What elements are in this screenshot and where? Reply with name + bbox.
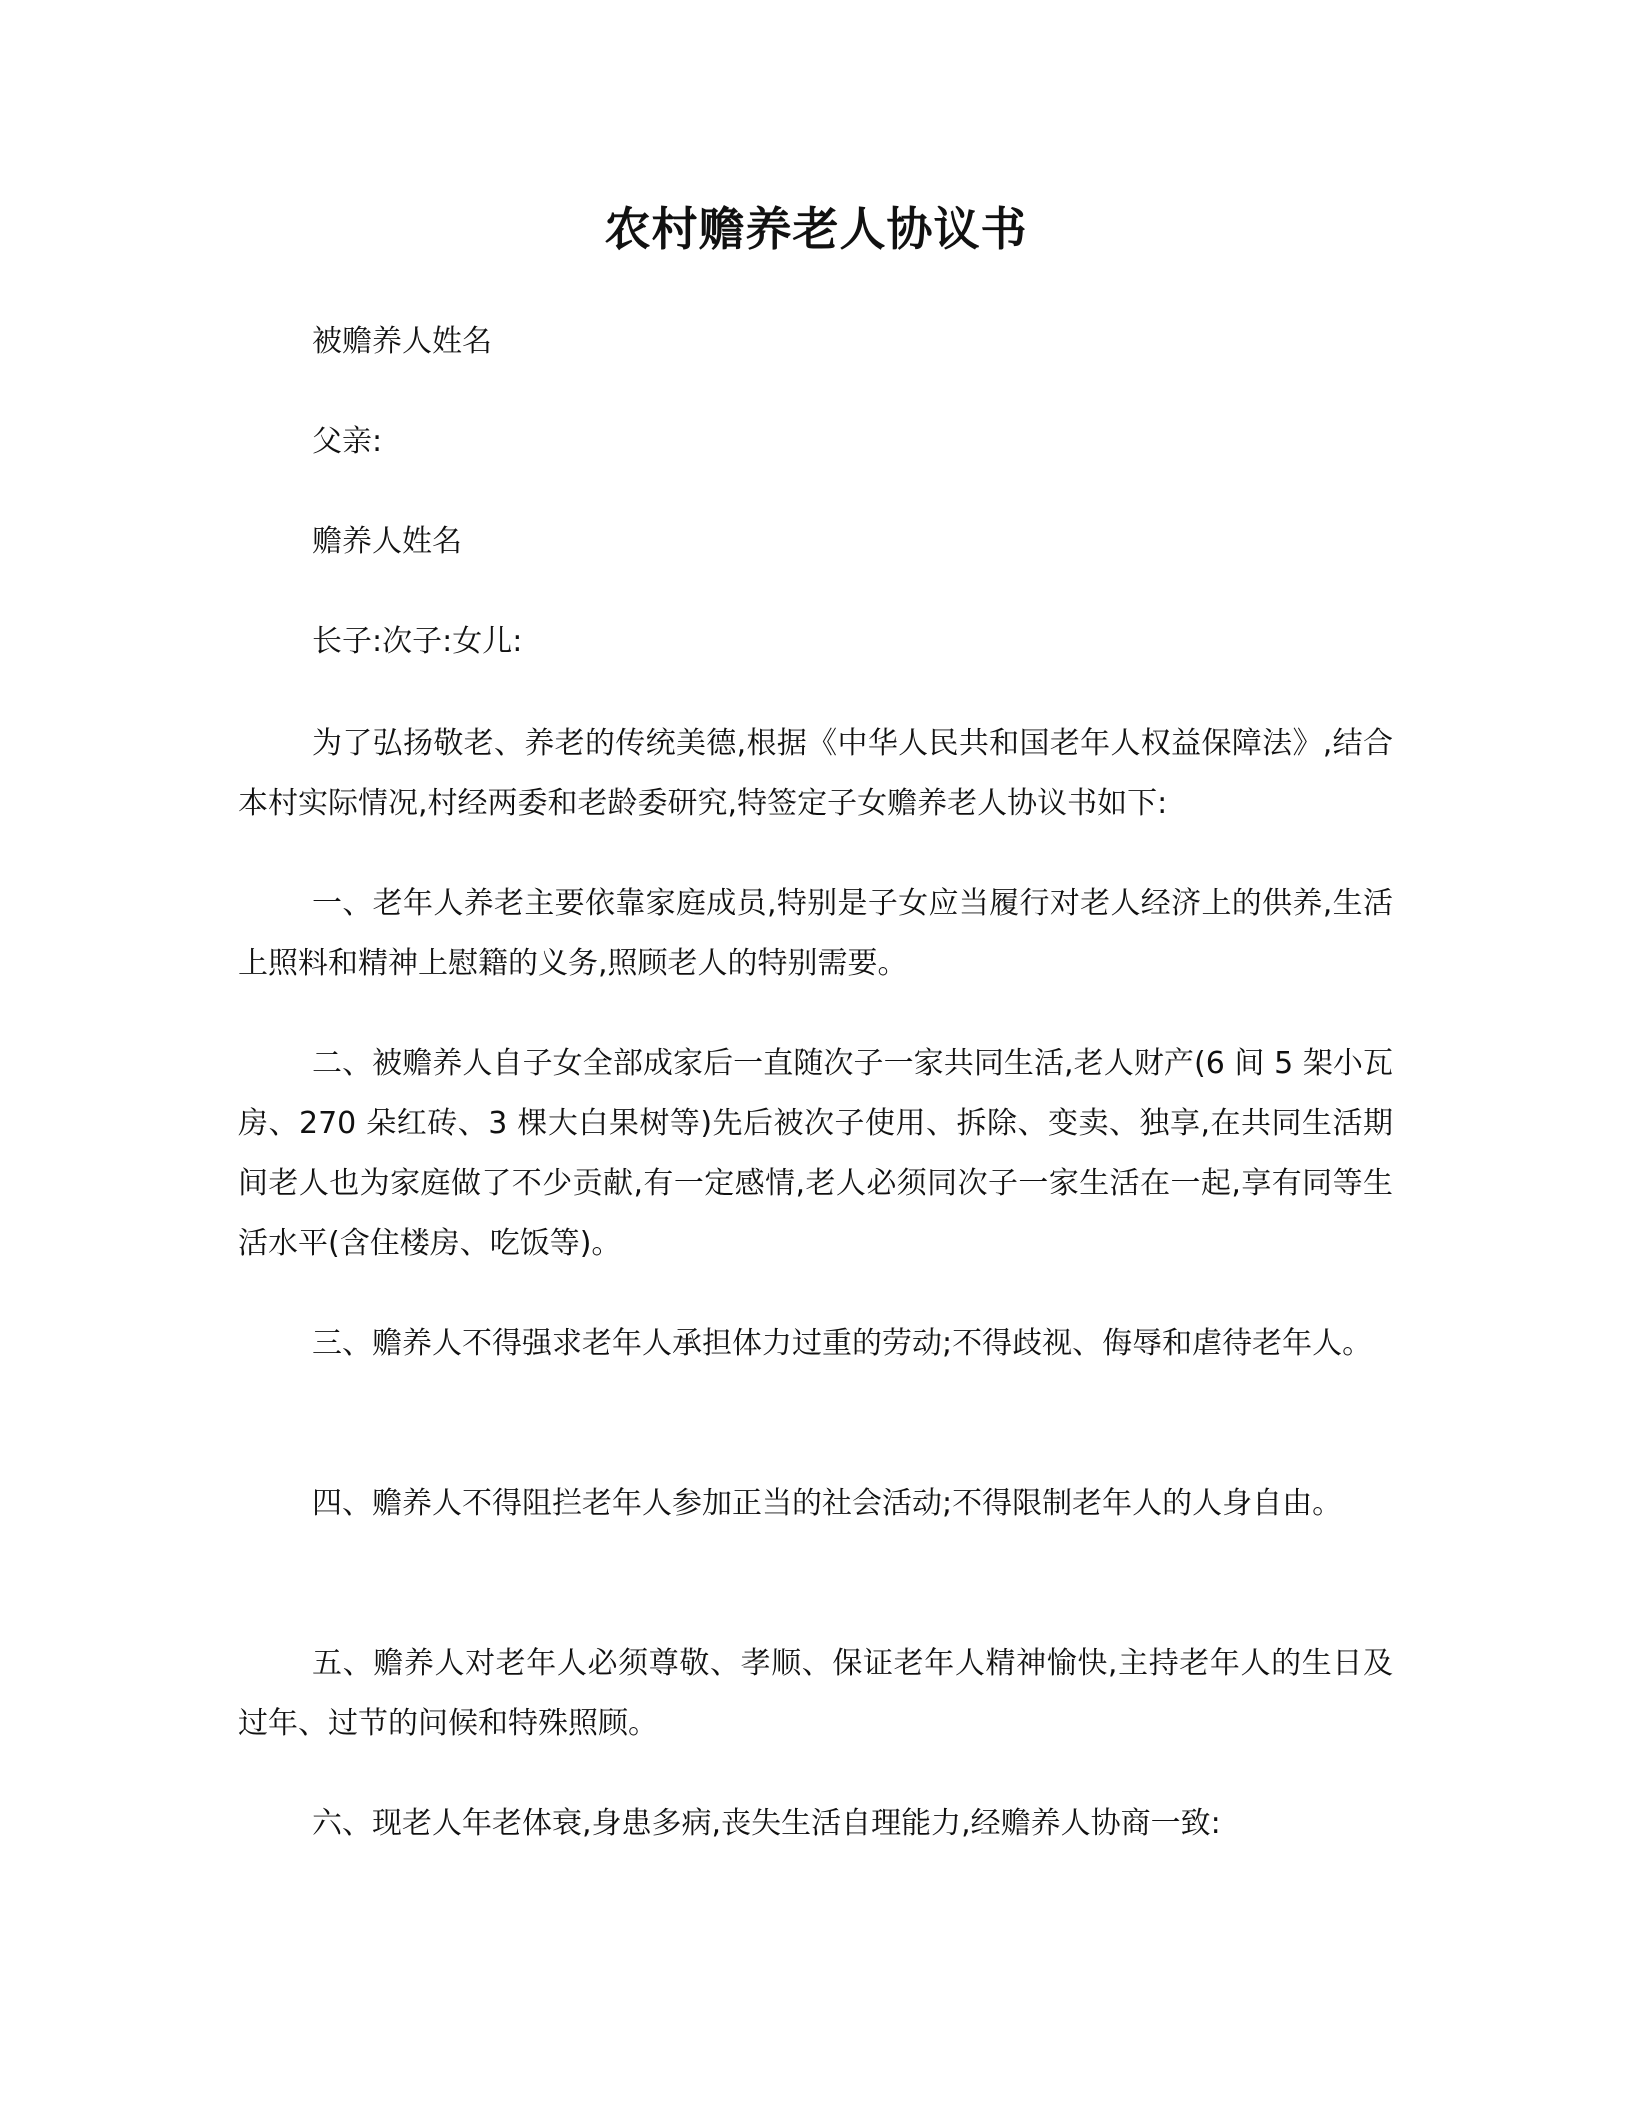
children-label: 长子:次子:女儿: bbox=[312, 624, 523, 659]
paragraph-intro: 为了弘扬敬老、养老的传统美德,根据《中华人民共和国老年人权益保障法》,结合本村实际情况,村经两委和老龄委研究,特签定子女赡养老人协议书如下: bbox=[238, 726, 1393, 821]
paragraph-clause-5: 五、赡养人对老年人必须尊敬、孝顺、保证老年人精神愉快,主持老年人的生日及过年、过节的问候和特殊照顾。 bbox=[238, 1646, 1393, 1741]
paragraph-clause-1: 一、老年人养老主要依靠家庭成员,特别是子女应当履行对老人经济上的供养,生活上照料和精神上慰籍的义务,照顾老人的特别需要。 bbox=[238, 886, 1393, 981]
paragraph-clause-3: 三、赡养人不得强求老年人承担体力过重的劳动;不得歧视、侮辱和虐待老年人。 bbox=[312, 1326, 1373, 1361]
paragraph-clause-2: 二、被赡养人自子女全部成家后一直随次子一家共同生活,老人财产(6 间 5 架小瓦房、270 朵红砖、3 棵大白果树等)先后被次子使用、拆除、变卖、独享,在共同生活期间老人也为家庭做了不少贡献,有一定感情,老人必须同次子一家生活在一起,享有同等生活水平(含住楼房、吃饭等)。 bbox=[238, 1046, 1393, 1261]
supported-person-label: 被赡养人姓名 bbox=[312, 324, 492, 359]
document-title: 农村赡养老人协议书 bbox=[604, 202, 1028, 256]
supporter-label: 赡养人姓名 bbox=[312, 524, 462, 559]
paragraph-clause-6: 六、现老人年老体衰,身患多病,丧失生活自理能力,经赡养人协商一致: bbox=[312, 1806, 1221, 1841]
father-label: 父亲: bbox=[312, 424, 383, 459]
paragraph-clause-4: 四、赡养人不得阻拦老年人参加正当的社会活动;不得限制老年人的人身自由。 bbox=[312, 1486, 1343, 1521]
